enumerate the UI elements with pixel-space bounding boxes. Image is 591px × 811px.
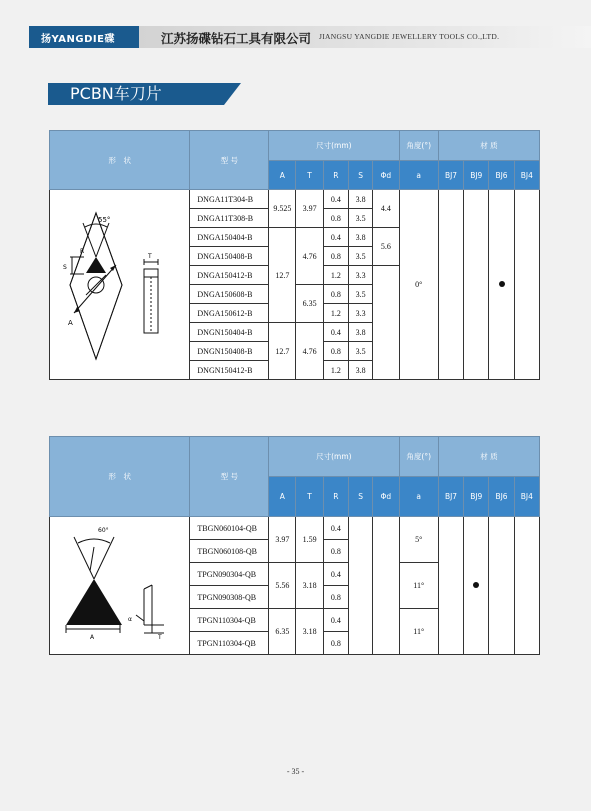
col-header-angle-a: a bbox=[399, 477, 438, 517]
table-row-model: DNGA150612-B bbox=[190, 304, 269, 323]
col-header-t: T bbox=[296, 161, 323, 190]
table-row-model: DNGN150404-B bbox=[190, 323, 269, 342]
a-label: A bbox=[89, 633, 94, 641]
s-value: 3.5 bbox=[348, 285, 372, 304]
t-value: 3.97 bbox=[296, 190, 323, 228]
col-header-bj7: BJ7 bbox=[438, 477, 463, 517]
company-name-cn: 江苏扬碟钻石工具有限公司 bbox=[161, 31, 312, 46]
r-value: 1.2 bbox=[323, 304, 348, 323]
t-value: 1.59 bbox=[296, 517, 323, 563]
col-header-r: R bbox=[323, 161, 348, 190]
a-label: A bbox=[67, 318, 73, 327]
page-number: - 35 - bbox=[286, 767, 305, 776]
s-value: 3.3 bbox=[348, 304, 372, 323]
s-value: 3.8 bbox=[348, 323, 372, 342]
header-angle: 角度(°) bbox=[399, 131, 438, 161]
col-header-s: S bbox=[348, 477, 372, 517]
r-value: 0.8 bbox=[323, 342, 348, 361]
r-value: 0.4 bbox=[323, 323, 348, 342]
r-value: 0.4 bbox=[323, 563, 348, 586]
header-shape: 形 状 bbox=[50, 131, 190, 190]
s-value: 3.8 bbox=[348, 228, 372, 247]
table-row-model: TPGN090304-QB bbox=[190, 563, 269, 586]
table-row-model: DNGA150408-B bbox=[190, 247, 269, 266]
col-header-bj9: BJ9 bbox=[464, 161, 489, 190]
table-row-model: DNGA150412-B bbox=[190, 266, 269, 285]
d-empty bbox=[373, 266, 399, 380]
t-value: 3.18 bbox=[296, 563, 323, 609]
table-row-model: DNGA150608-B bbox=[190, 285, 269, 304]
header-model: 型 号 bbox=[190, 131, 269, 190]
s-value: 3.8 bbox=[348, 190, 372, 209]
product-table-tpgn bbox=[49, 436, 540, 655]
angle-label: 60° bbox=[97, 526, 109, 534]
r-value: 0.4 bbox=[323, 190, 348, 209]
table-row-model: DNGA11T308-B bbox=[190, 209, 269, 228]
col-header-t: T bbox=[296, 477, 323, 517]
s-value: 3.5 bbox=[348, 247, 372, 266]
t-value: 6.35 bbox=[296, 285, 323, 323]
bj9-cell bbox=[464, 517, 489, 655]
bj9-cell bbox=[464, 190, 489, 380]
insert-diagram-tpgn bbox=[50, 517, 190, 655]
d-value: 5.6 bbox=[373, 228, 399, 266]
triangular-insert-icon bbox=[60, 521, 180, 651]
a-value: 5.56 bbox=[269, 563, 296, 609]
col-header-bj9: BJ9 bbox=[464, 477, 489, 517]
s-value: 3.8 bbox=[348, 361, 372, 380]
t-label: T bbox=[157, 633, 162, 641]
s-value: 3.5 bbox=[348, 209, 372, 228]
col-header-d: Φd bbox=[373, 477, 399, 517]
bj4-cell bbox=[514, 517, 539, 655]
a-value: 12.7 bbox=[269, 228, 296, 323]
table-row-model: DNGA11T304-B bbox=[190, 190, 269, 209]
r-value: 0.4 bbox=[323, 228, 348, 247]
r-value: 0.8 bbox=[323, 247, 348, 266]
bj6-cell bbox=[489, 190, 514, 380]
material-mark-dot bbox=[499, 281, 505, 287]
rhombic-insert-icon bbox=[60, 205, 180, 365]
col-header-a: A bbox=[269, 161, 296, 190]
header-bar bbox=[139, 26, 591, 48]
a-value: 3.97 bbox=[269, 517, 296, 563]
s-value: 3.5 bbox=[348, 342, 372, 361]
angle-value: 11° bbox=[399, 563, 438, 609]
t-value: 4.76 bbox=[296, 323, 323, 380]
angle-value: 0° bbox=[399, 190, 438, 380]
col-header-bj7: BJ7 bbox=[438, 161, 463, 190]
table-row-model: TPGN090308-QB bbox=[190, 586, 269, 609]
header-shape: 形 状 bbox=[50, 437, 190, 517]
table-row-model: TBGN060108-QB bbox=[190, 540, 269, 563]
table-row-model: TPGN110304-QB bbox=[190, 632, 269, 655]
r-label: R bbox=[79, 247, 84, 255]
table-row-model: DNGA150404-B bbox=[190, 228, 269, 247]
s-empty bbox=[348, 517, 372, 655]
table-row-model: TPGN110304-QB bbox=[190, 609, 269, 632]
header-angle: 角度(°) bbox=[399, 437, 438, 477]
r-value: 1.2 bbox=[323, 361, 348, 380]
r-value: 0.8 bbox=[323, 586, 348, 609]
brand-logo bbox=[29, 26, 139, 48]
d-empty bbox=[373, 517, 399, 655]
s-value: 3.3 bbox=[348, 266, 372, 285]
bj7-cell bbox=[438, 517, 463, 655]
header-size: 尺寸(mm) bbox=[269, 437, 399, 477]
header-material: 材 质 bbox=[438, 131, 539, 161]
bj7-cell bbox=[438, 190, 463, 380]
r-value: 1.2 bbox=[323, 266, 348, 285]
header-size: 尺寸(mm) bbox=[269, 131, 399, 161]
col-header-bj6: BJ6 bbox=[489, 161, 514, 190]
angle-label: 55° bbox=[97, 215, 111, 224]
r-value: 0.8 bbox=[323, 632, 348, 655]
t-value: 4.76 bbox=[296, 228, 323, 285]
a-value: 6.35 bbox=[269, 609, 296, 655]
bj4-cell bbox=[514, 190, 539, 380]
r-value: 0.8 bbox=[323, 209, 348, 228]
d-value: 4.4 bbox=[373, 190, 399, 228]
header-material: 材 质 bbox=[438, 437, 539, 477]
table-row-model: DNGN150412-B bbox=[190, 361, 269, 380]
angle-value: 11° bbox=[399, 609, 438, 655]
section-title-banner bbox=[48, 83, 248, 105]
header-model: 型 号 bbox=[190, 437, 269, 517]
col-header-d: Φd bbox=[373, 161, 399, 190]
col-header-angle-a: a bbox=[399, 161, 438, 190]
r-value: 0.8 bbox=[323, 285, 348, 304]
col-header-bj4: BJ4 bbox=[514, 161, 539, 190]
logo-text: 扬YANGDIE碟 bbox=[41, 34, 115, 45]
col-header-bj4: BJ4 bbox=[514, 477, 539, 517]
material-mark-dot bbox=[473, 582, 479, 588]
t-label: T bbox=[147, 252, 152, 260]
t-value: 3.18 bbox=[296, 609, 323, 655]
col-header-a: A bbox=[269, 477, 296, 517]
company-name-en: JIANGSU YANGDIE JEWELLERY TOOLS CO.,LTD. bbox=[319, 32, 500, 41]
r-value: 0.4 bbox=[323, 517, 348, 540]
col-header-bj6: BJ6 bbox=[489, 477, 514, 517]
product-table-dnga bbox=[49, 130, 540, 380]
r-value: 0.8 bbox=[323, 540, 348, 563]
s-label: S bbox=[62, 263, 67, 271]
table-row-model: TBGN060104-QB bbox=[190, 517, 269, 540]
bj6-cell bbox=[489, 517, 514, 655]
table-row-model: DNGN150408-B bbox=[190, 342, 269, 361]
r-value: 0.4 bbox=[323, 609, 348, 632]
a-value: 12.7 bbox=[269, 323, 296, 380]
page-header bbox=[0, 26, 591, 48]
a-value: 9.525 bbox=[269, 190, 296, 228]
alpha-label: α bbox=[127, 615, 132, 623]
section-title: PCBN车刀片 bbox=[70, 84, 162, 103]
insert-diagram-dnga bbox=[50, 190, 190, 380]
col-header-s: S bbox=[348, 161, 372, 190]
col-header-r: R bbox=[323, 477, 348, 517]
angle-value: 5° bbox=[399, 517, 438, 563]
